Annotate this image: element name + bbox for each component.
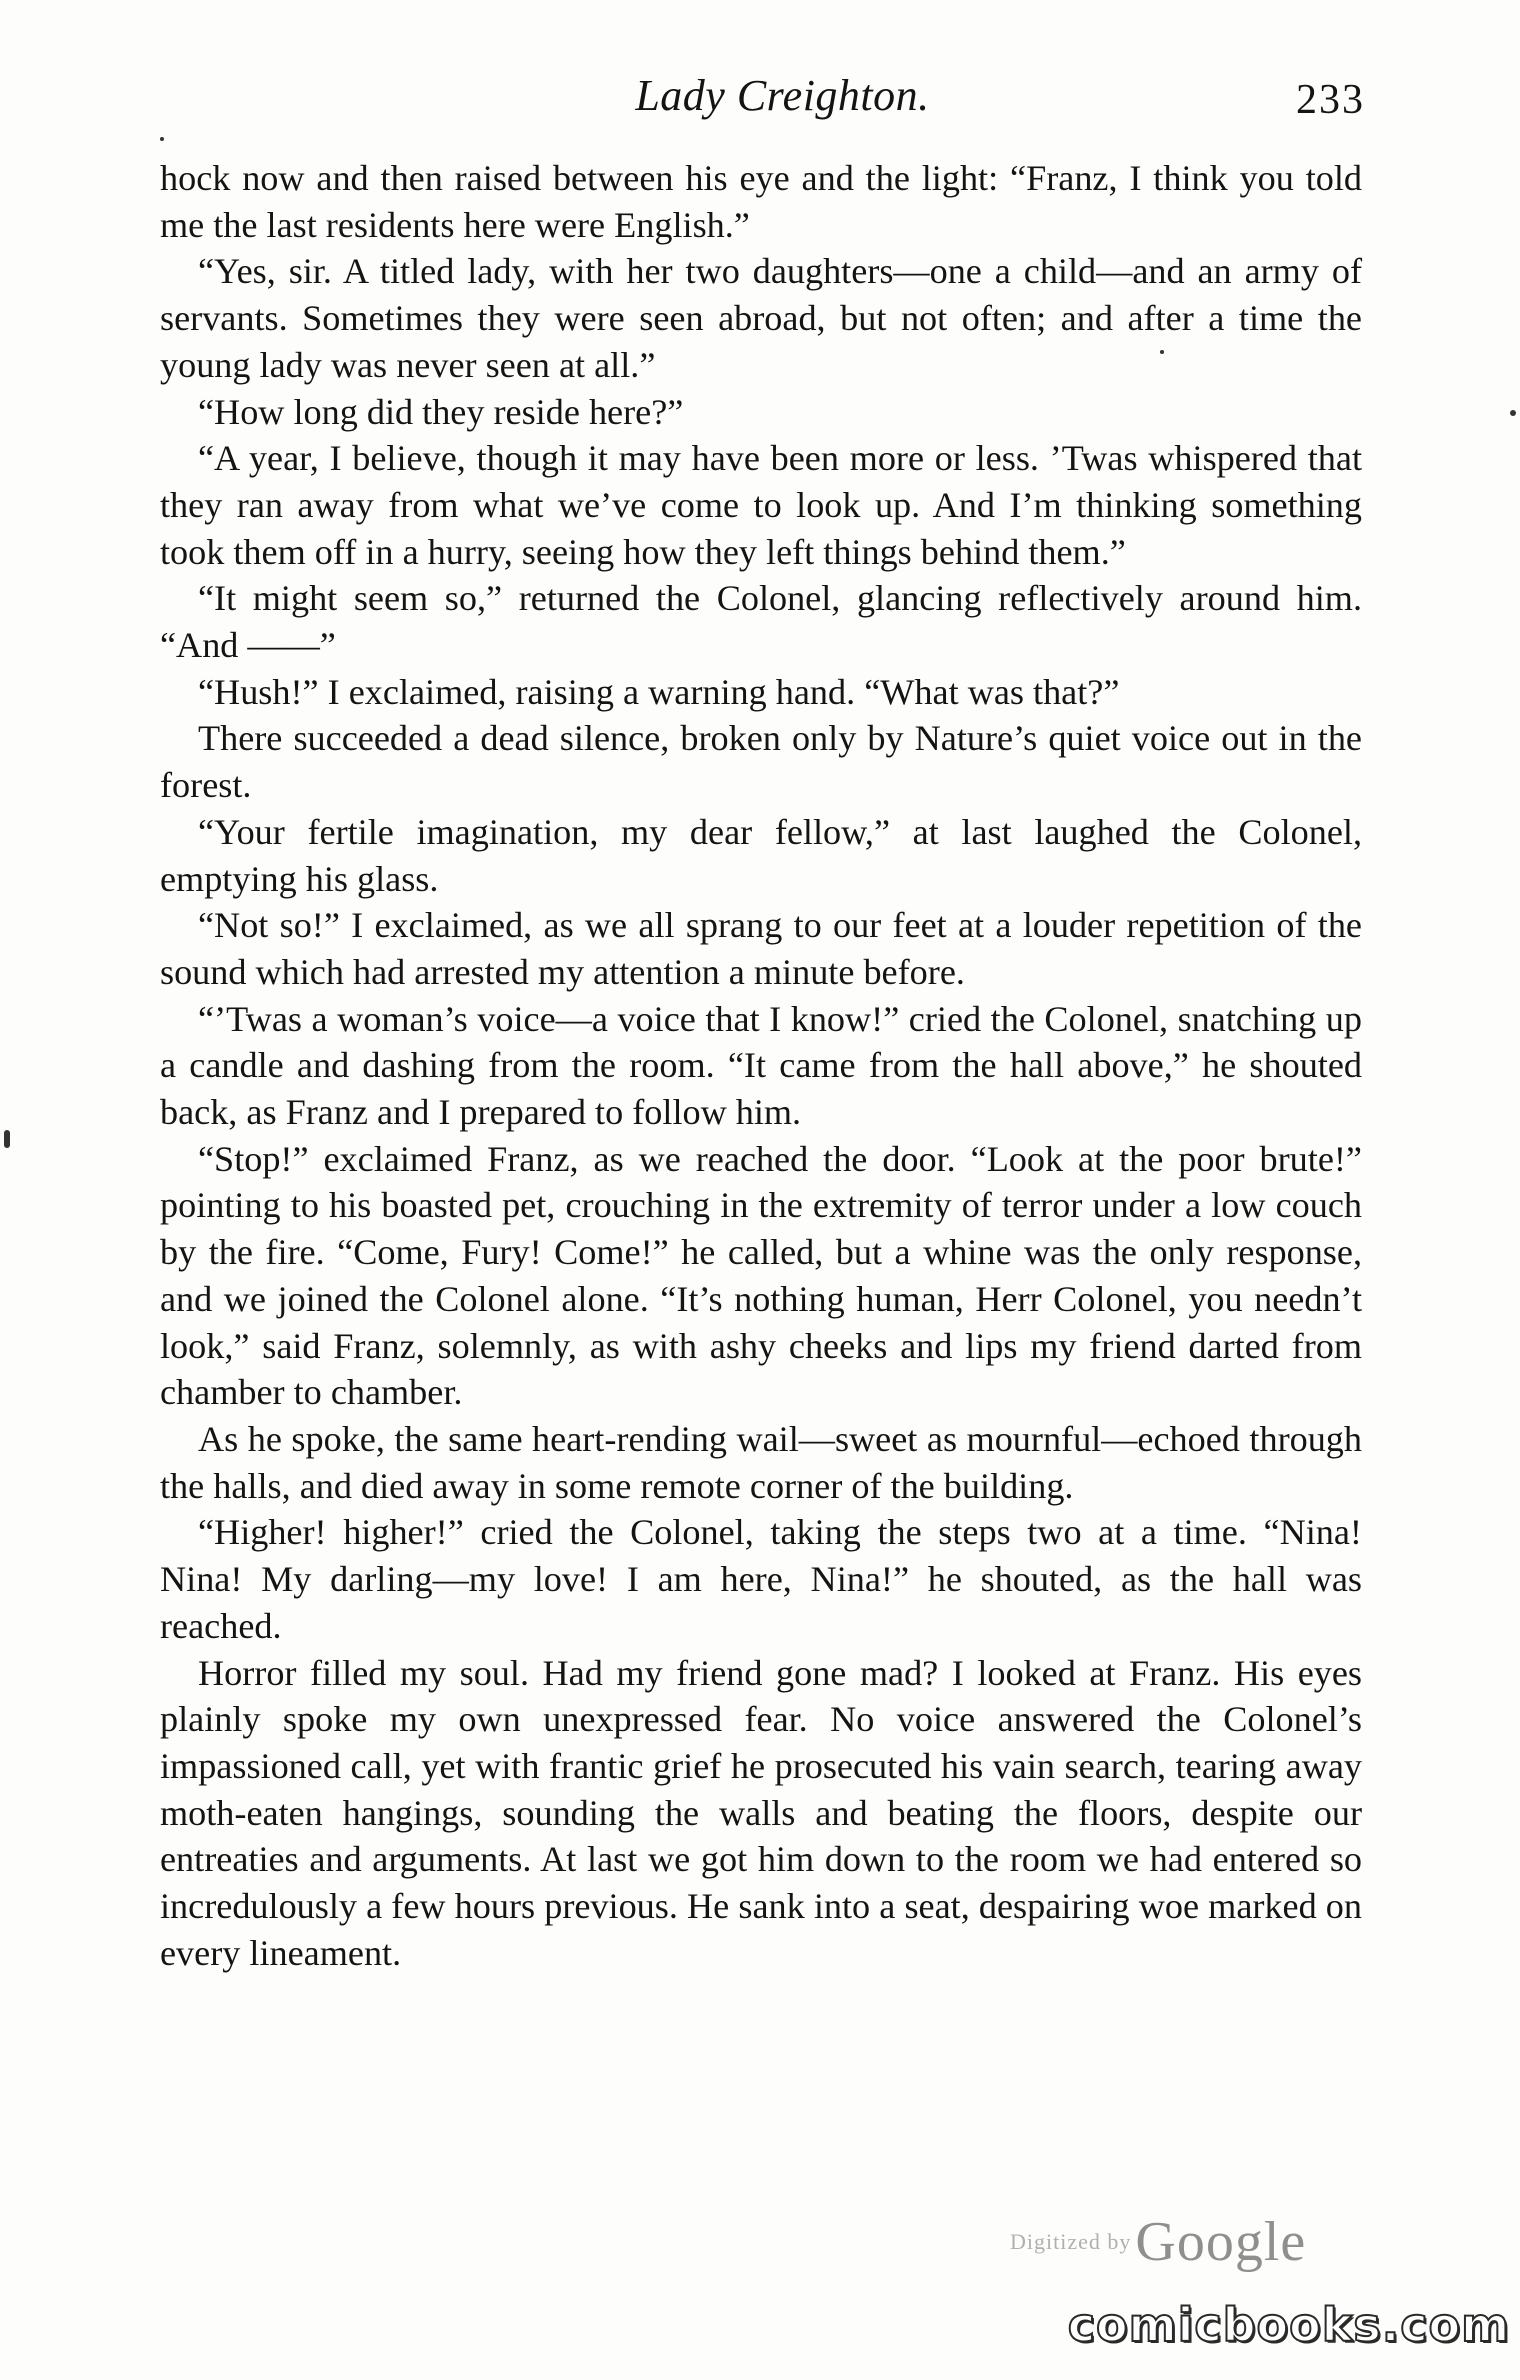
digitization-watermark xyxy=(1010,2210,1307,2273)
page-number: 233 xyxy=(1296,77,1365,123)
watermark-digitized-by: Digitized by xyxy=(1010,2229,1132,2254)
paragraph: “It might seem so,” returned the Colonel, glancing reflectively around him. “And ——” xyxy=(160,578,1362,666)
body-text xyxy=(160,155,1362,1976)
paragraph: “Stop!” exclaimed Franz, as we reached the door. “Look at the poor brute!” pointing to his boasted pet, crouching in the extremity of terror under a low couch by the fire. “Come, Fury! Come!” he called, but a whine was the only response, and we joined the Colonel alone. “It’s nothing human, Herr Colonel, you needn’t look,” said Franz, solemnly, as with ashy cheeks and lips my friend darted from chamber to chamber. xyxy=(160,1138,1362,1413)
site-watermark: comicbooks.com xyxy=(1067,2298,1510,2352)
margin-speck xyxy=(1160,350,1164,354)
paragraph: “Not so!” I exclaimed, as we all sprang to our feet at a louder repetition of the sound which had arrested my attention a minute before. xyxy=(160,905,1362,992)
paragraph: “Yes, sir. A titled lady, with her two daughters—one a child—and an army of servants. Sometimes they were seen abroad, but not often; and after a time the young lady was never seen at all.” xyxy=(160,251,1362,385)
margin-speck xyxy=(1510,410,1516,416)
paragraph: “A year, I believe, though it may have been more or less. ’Twas whispered that they ran away from what we’ve come to look up. And I’m thinking something took them off in a hurry, seeing how they left things behind them.” xyxy=(160,438,1362,572)
paragraph: “’Twas a woman’s voice—a voice that I know!” cried the Colonel, snatching up a candle and dashing from the room. “It came from the hall above,” he shouted back, as Franz and I prepared to follow him. xyxy=(160,998,1362,1133)
running-title: Lady Creighton. xyxy=(635,71,930,120)
margin-speck xyxy=(4,1130,10,1148)
paragraph: “Your fertile imagination, my dear fellow,” at last laughed the Colonel, emptying his glass. xyxy=(160,811,1362,899)
paragraph: hock now and then raised between his eye and the light: “Franz, I think you told me the last residents here were English.” xyxy=(160,158,1362,245)
paragraph: As he spoke, the same heart-rending wail—sweet as mournful—echoed through the halls, and died away in some remote corner of the building. xyxy=(160,1418,1362,1506)
watermark-brand: Google xyxy=(1135,2211,1307,2273)
paragraph: “Hush!” I exclaimed, raising a warning hand. “What was that?” xyxy=(198,671,1120,712)
paragraph: “Higher! higher!” cried the Colonel, taking the steps two at a time. “Nina! Nina! My darling—my love! I am here, Nina!” he shouted, as the hall was reached. xyxy=(160,1512,1362,1646)
page-header xyxy=(160,70,1365,140)
paragraph: There succeeded a dead silence, broken only by Nature’s quiet voice out in the forest. xyxy=(160,718,1362,806)
paragraph: Horror filled my soul. Had my friend gone mad? I looked at Franz. His eyes plainly spoke my own unexpressed fear. No voice answered the Colonel’s impassioned call, yet with frantic grief he prosecuted his vain search, tearing away moth-eaten hangings, sounding the walls and beating the floors, despite our entreaties and arguments. At last we got him down to the room we had entered so incredulously a few hours previous. He sank into a seat, despairing woe marked on every lineament. xyxy=(160,1652,1362,1973)
margin-speck xyxy=(160,137,164,141)
paragraph: “How long did they reside here?” xyxy=(198,391,684,432)
